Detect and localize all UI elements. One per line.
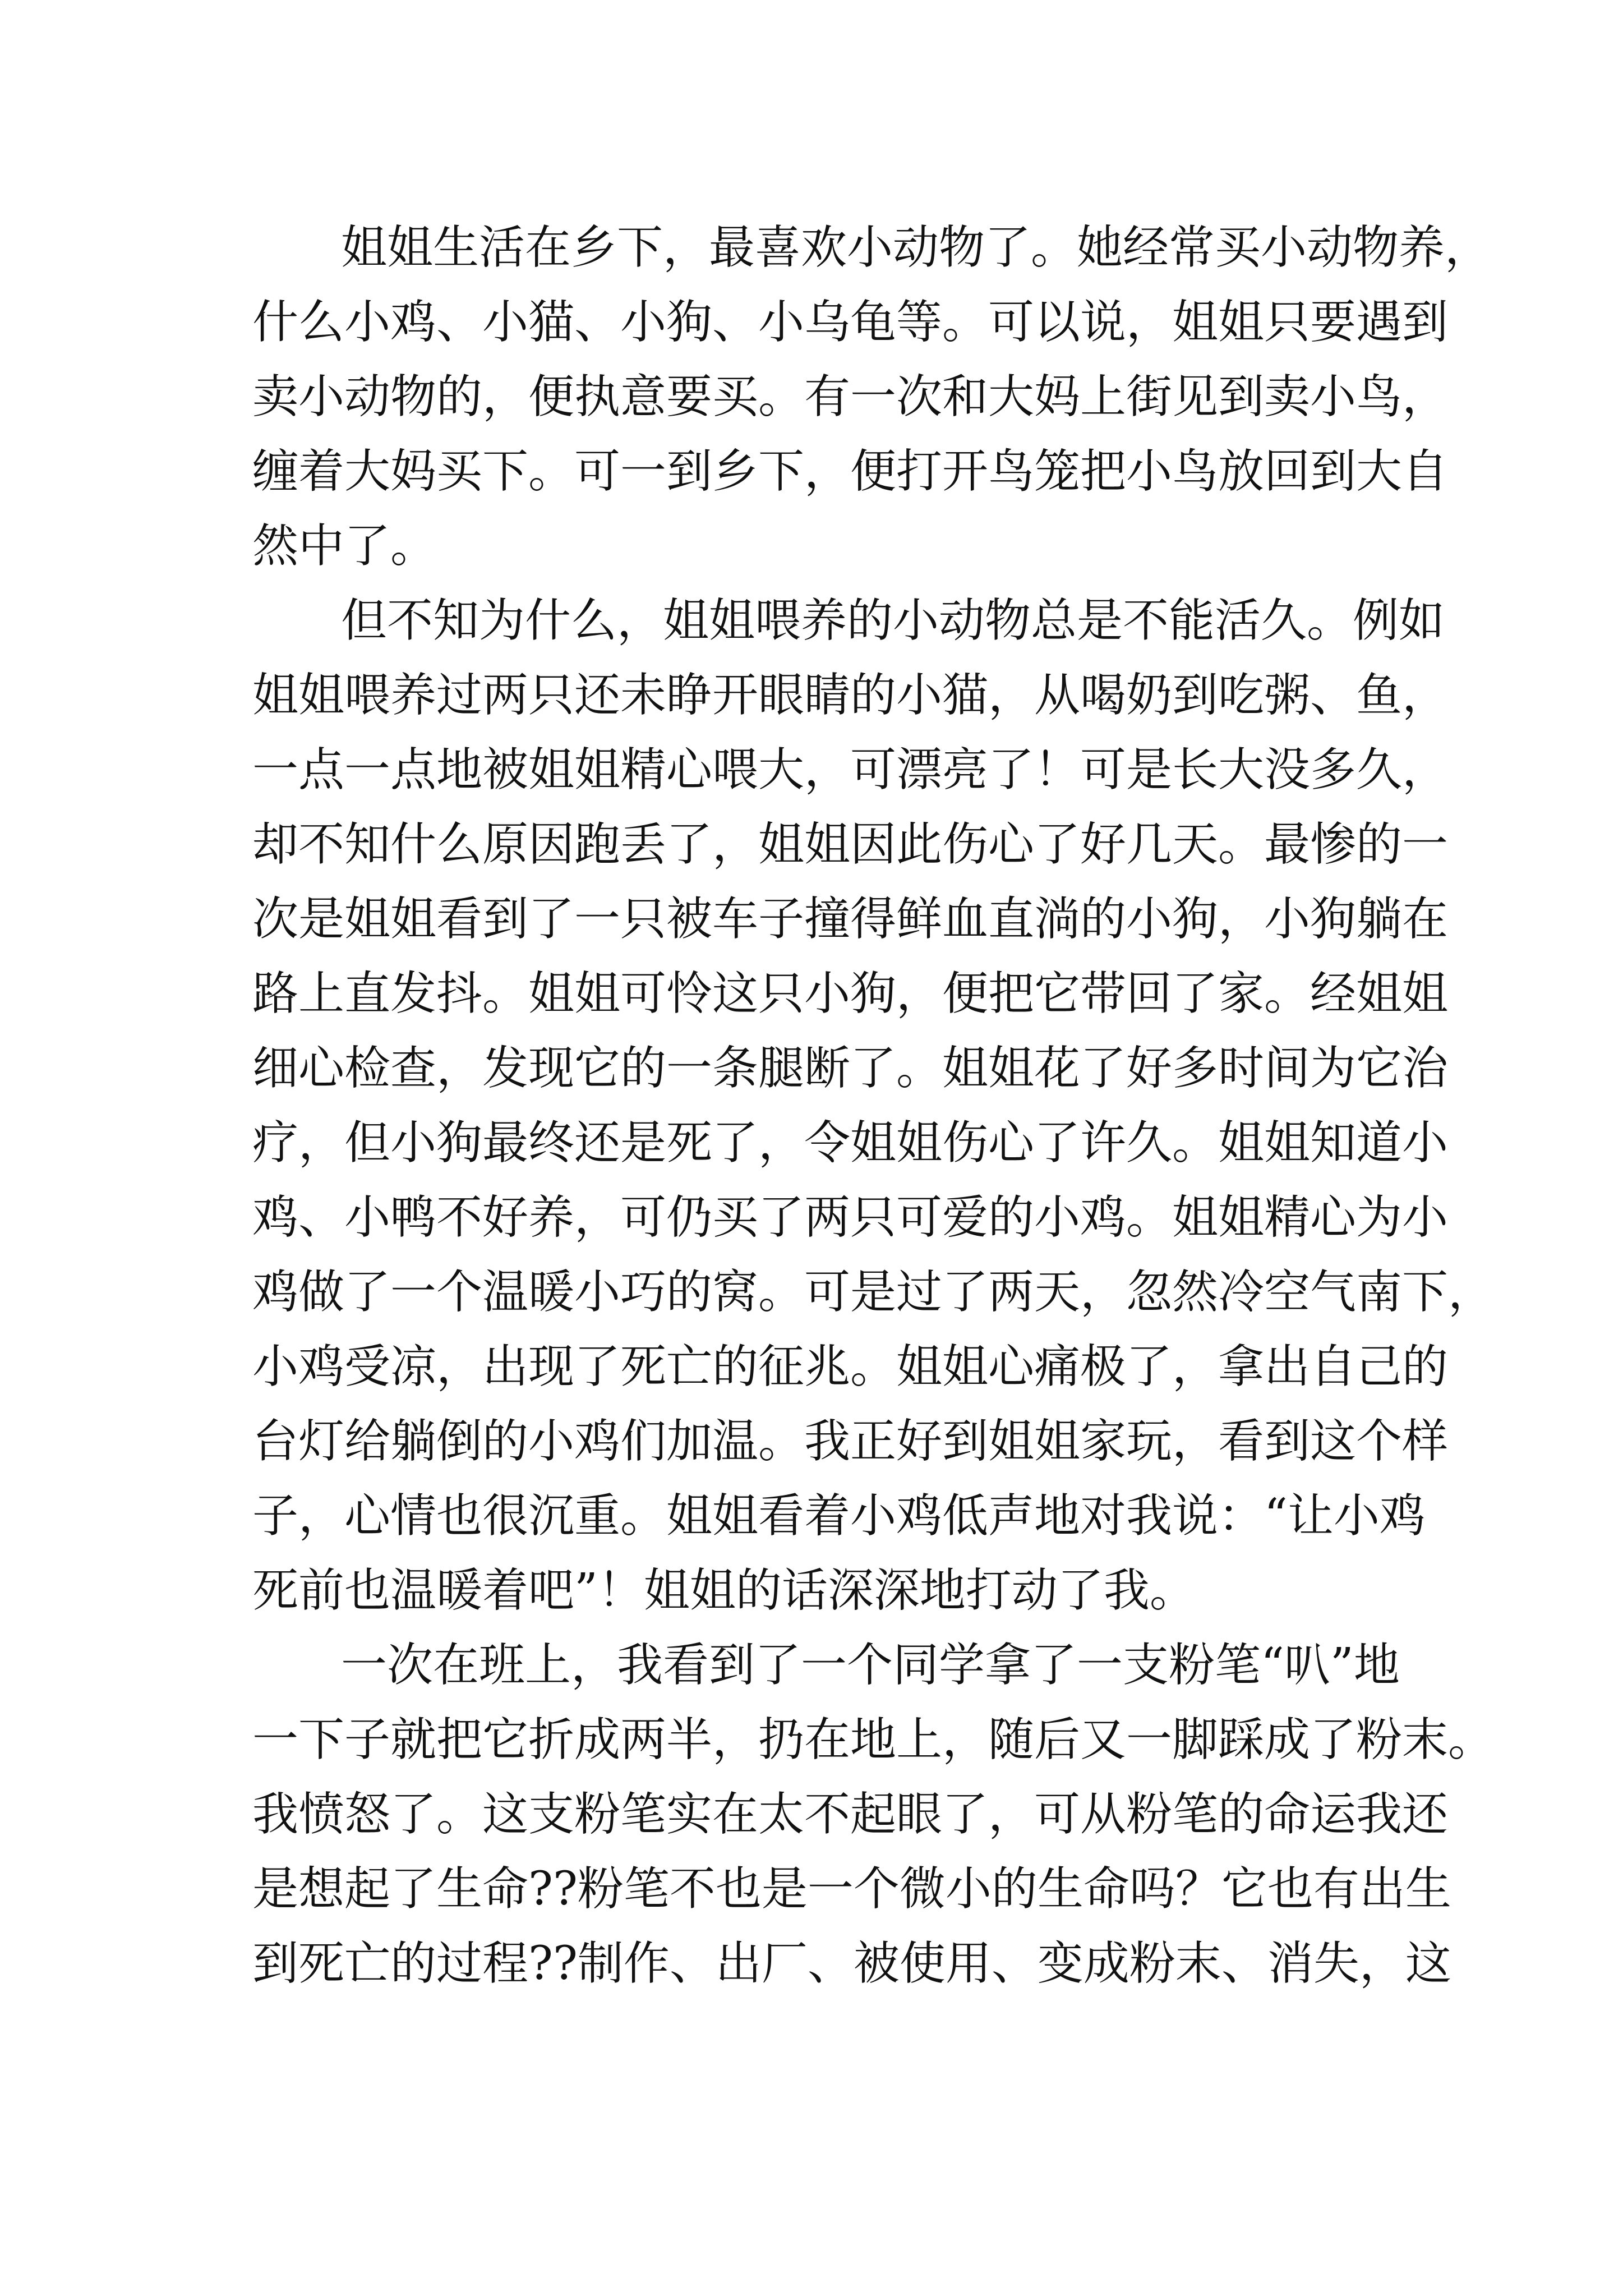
text-line: 台灯给躺倒的小鸡们加温。我正好到姐姐家玩，看到这个样 (252, 1415, 1449, 1468)
paragraph-1 (252, 210, 1491, 583)
text-line: 卖小动物的，便执意要买。有一次和大妈上街见到卖小鸟， (252, 370, 1449, 424)
text-line: 路上直发抖。姐姐可怜这只小狗，便把它带回了家。经姐姐 (252, 967, 1449, 1020)
text-line: 疗，但小狗最终还是死了，令姐姐伤心了许久。姐姐知道小 (252, 1116, 1449, 1170)
text-line: 鸡、小鸭不好养，可仍买了两只可爱的小鸡。姐姐精心为小 (252, 1191, 1449, 1244)
text-line: 缠着大妈买下。可一到乡下，便打开鸟笼把小鸟放回到大自 (252, 445, 1449, 498)
text-line: 姐姐生活在乡下，最喜欢小动物了。她经常买小动物养， (341, 221, 1491, 274)
text-line: 我愤怒了。这支粉笔实在太不起眼了，可从粉笔的命运我还 (252, 1788, 1449, 1841)
text-line: 子，心情也很沉重。姐姐看着小鸡低声地对我说：“让小鸡 (252, 1489, 1426, 1543)
text-line: 是想起了生命??粉笔不也是一个微小的生命吗？它也有出生 (252, 1862, 1451, 1916)
text-line: 一下子就把它折成两半，扔在地上，随后又一脚踩成了粉末。 (252, 1713, 1495, 1766)
text-line: 次是姐姐看到了一只被车子撞得鲜血直淌的小狗，小狗躺在 (252, 892, 1449, 946)
text-line: 但不知为什么，姐姐喂养的小动物总是不能活久。例如 (341, 594, 1445, 647)
text-line: 姐姐喂养过两只还未睁开眼睛的小猫，从喝奶到吃粥、鱼， (252, 669, 1449, 722)
text-line: 却不知什么原因跑丢了，姐姐因此伤心了好几天。最惨的一 (252, 818, 1449, 871)
text-line: 什么小鸡、小猫、小狗、小乌龟等。可以说，姐姐只要遇到 (252, 296, 1449, 349)
text-line: 到死亡的过程??制作、出厂、被使用、变成粉末、消失，这 (252, 1937, 1451, 1990)
paragraph-2 (252, 583, 1495, 1628)
text-line: 一点一点地被姐姐精心喂大，可漂亮了！可是长大没多久， (252, 743, 1449, 797)
text-line: 一次在班上，我看到了一个同学拿了一支粉笔“叭”地 (341, 1639, 1400, 1692)
text-line: 细心检查，发现它的一条腿断了。姐姐花了好多时间为它治 (252, 1042, 1449, 1095)
text-line: 鸡做了一个温暖小巧的窝。可是过了两天，忽然冷空气南下， (252, 1266, 1495, 1319)
text-line: 小鸡受凉，出现了死亡的征兆。姐姐心痛极了，拿出自己的 (252, 1340, 1449, 1393)
text-line: 然中了。 (252, 519, 437, 573)
text-line: 死前也温暖着吧”！姐姐的话深深地打动了我。 (252, 1564, 1196, 1617)
body-text (252, 210, 1495, 2001)
paragraph-3 (252, 1628, 1495, 2001)
